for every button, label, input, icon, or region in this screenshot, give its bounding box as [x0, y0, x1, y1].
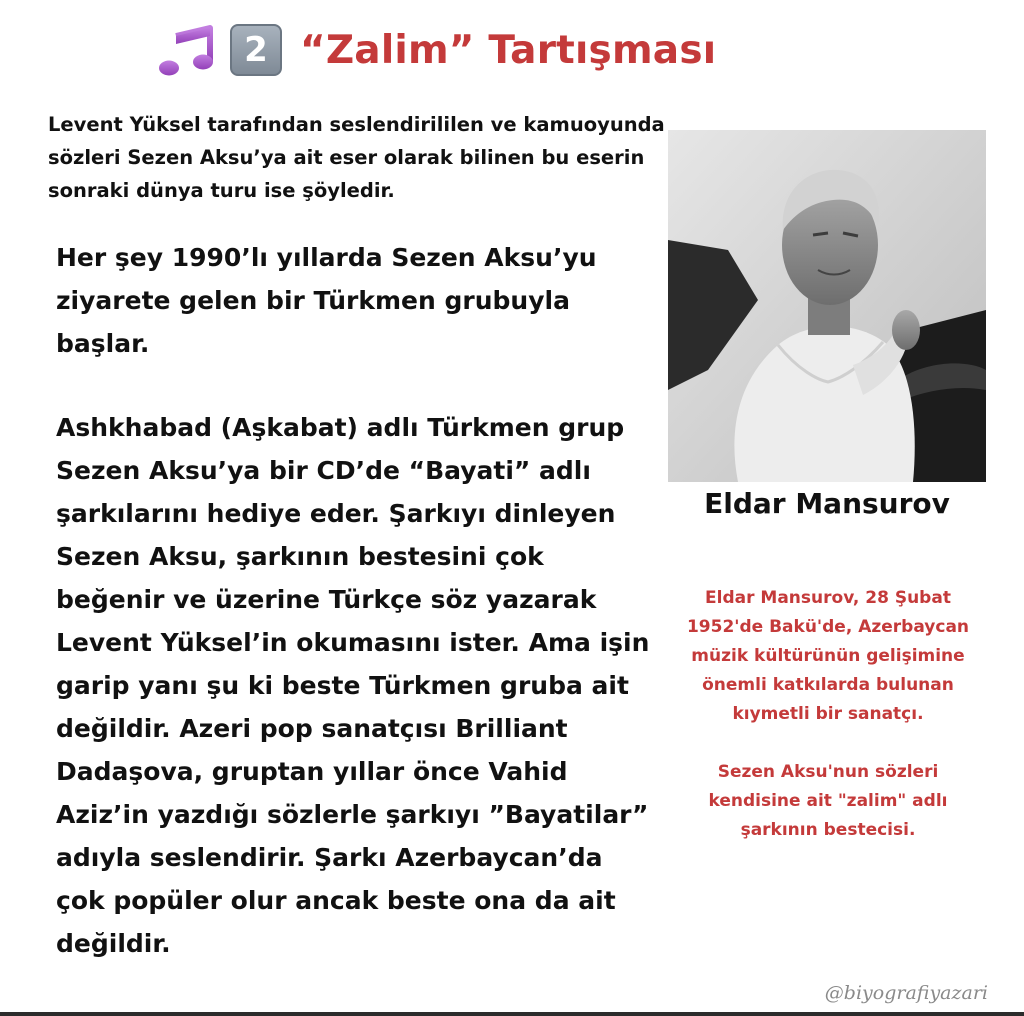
- main-text-block: [56, 236, 656, 965]
- musical-notes-icon: [158, 22, 218, 78]
- portrait-illustration: [668, 130, 986, 482]
- side-info-paragraph-1: Eldar Mansurov, 28 Şubat 1952'de Bakü'de, Azerbaycan müzik kültürünün gelişimine önemli katkılarda bulunan kıymetli bir sanatçı.: [686, 588, 970, 724]
- number-badge-label: 2: [244, 30, 268, 70]
- bottom-divider: [0, 1012, 1024, 1016]
- intro-paragraph: Levent Yüksel tarafından seslendirililen ve kamuoyunda sözleri Sezen Aksu’ya ait eser olarak bilinen bu eserin sonraki dünya turu ise şöyledir.: [48, 113, 665, 202]
- body-paragraph-2: Ashkhabad (Aşkabat) adlı Türkmen grup Sezen Aksu’ya bir CD’de “Bayati” adlı şarkılarını hediye eder. Şarkıyı dinleyen Sezen Aksu, şarkının bestesini çok beğenir ve üzerine Türkçe söz yazarak Levent Yüksel’in okumasını ister. Ama işin garip yanı şu ki beste Türkmen gruba ait değildir. Azeri pop sanatçısı Brilliant Dadaşova, gruptan yıllar önce Vahid Aziz’in yazdığı sözlerle şarkıyı ”Bayatilar” adıyla seslendirir. Şarkı Azerbaycan’da çok popüler olur ancak beste ona da ait değildir.: [56, 413, 650, 958]
- watermark: @biyografiyazari: [824, 982, 988, 1004]
- intro-text-block: [48, 108, 668, 207]
- photo-caption: Eldar Mansurov: [704, 487, 950, 520]
- page-title: “Zalim” Tartışması: [300, 27, 717, 73]
- portrait-photo: [668, 130, 986, 482]
- keycap-number-icon: [230, 24, 282, 76]
- side-info-block: [670, 584, 986, 845]
- header: [158, 22, 716, 78]
- side-info-paragraph-2: Sezen Aksu'nun sözleri kendisine ait "zalim" adlı şarkının bestecisi.: [708, 762, 948, 840]
- body-paragraph-1: Her şey 1990’lı yıllarda Sezen Aksu’yu ziyarete gelen bir Türkmen grubuyla başlar.: [56, 243, 597, 358]
